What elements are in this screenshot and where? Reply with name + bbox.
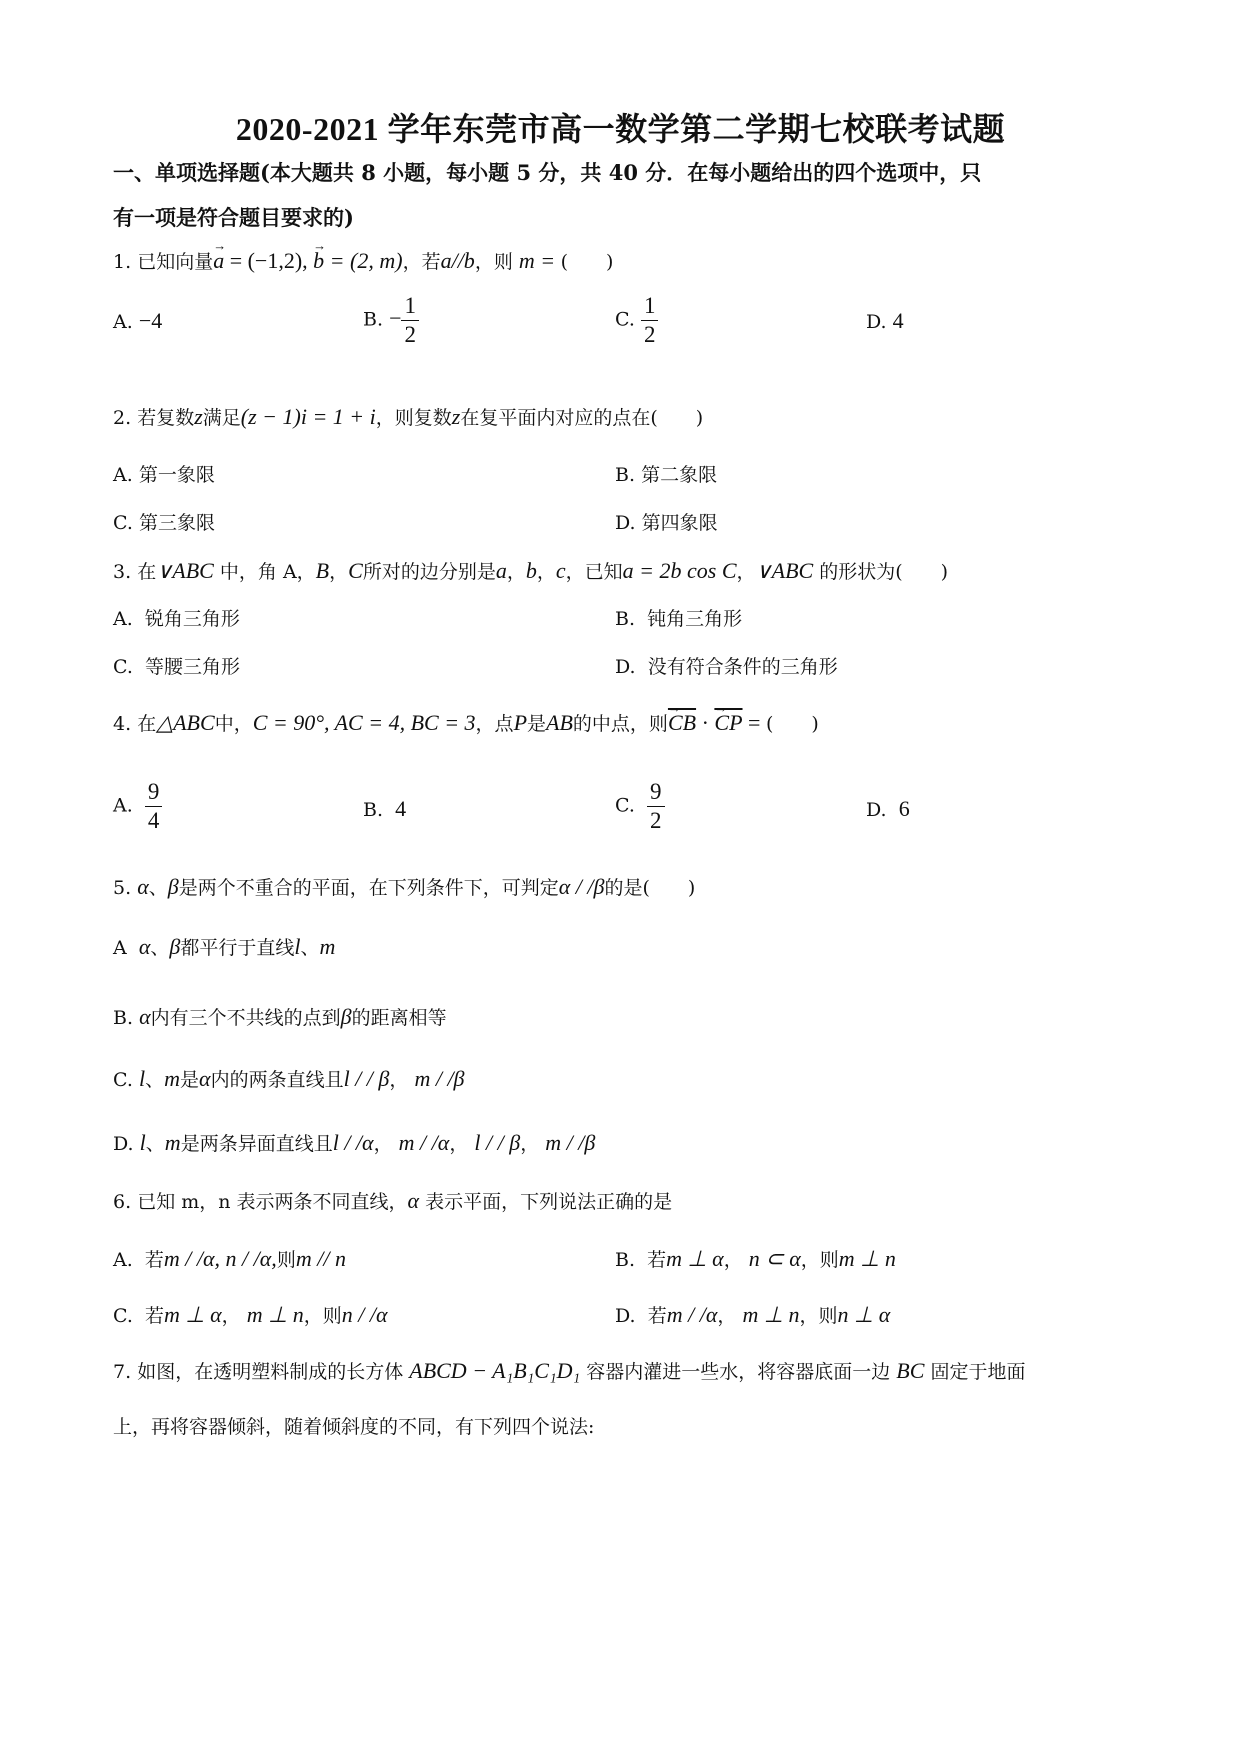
question-1: 1. 已知向量→ a = (−1,2), → b = (2, m)，若a//b，则 m = ( ): [113, 248, 613, 275]
q5-option-b: B. α内有三个不共线的点到β的距离相等: [113, 1004, 447, 1029]
question-4: 4. 在△ABC中，C = 90°, AC = 4, BC = 3，点P是AB的中点，则→ $\overline{CB}$ · → $\overline{CP}$ = ( ): [113, 710, 819, 737]
q5-option-d: D. l、m是两条异面直线且l / /α， m / /α， l / / β， m / /β: [113, 1130, 596, 1155]
q3-option-b: B. 钝角三角形: [615, 608, 743, 630]
question-7: 7. 如图，在透明塑料制成的长方体 ABCD − A₁B₁C₁D₁ 容器内灌进一些水，将容器底面一边 BC 固定于地面: [113, 1358, 1026, 1383]
q2-option-c: C. 第三象限: [113, 512, 215, 534]
section-heading-line1: 一、单项选择题(本大题共 8 小题，每小题 5 分，共 40 分．在每小题给出的四个选项中，只: [113, 160, 982, 185]
q3-option-c: C. 等腰三角形: [113, 656, 241, 678]
q5-option-c: C. l、m是α内的两条直线且l / / β， m / /β: [113, 1066, 465, 1091]
q2-option-d: D. 第四象限: [615, 512, 718, 534]
section-heading-line2: 有一项是符合题目要求的): [113, 205, 354, 230]
q6-option-d: D. 若m / /α， m ⊥ n，则n ⊥ α: [615, 1302, 891, 1327]
q3-option-a: A. 锐角三角形: [113, 608, 240, 630]
question-7-line2: 上，再将容器倾斜，随着倾斜度的不同，有下列四个说法:: [113, 1416, 595, 1438]
q4-option-d: D. 6: [866, 796, 910, 821]
q4-option-b: B. 4: [363, 796, 407, 821]
q1-option-b: B. − $\frac{1}{2}$: [363, 292, 419, 349]
q4-option-a: A. $\frac{9}{4}$: [113, 778, 162, 835]
question-3: 3. 在∨ABC 中，角 A，B，C所对的边分别是a，b，c，已知a = 2b cos C，∨ABC 的形状为( ): [113, 558, 949, 583]
q6-option-c: C. 若m ⊥ α， m ⊥ n，则n / /α: [113, 1302, 388, 1327]
q2-option-b: B. 第二象限: [615, 464, 718, 486]
q6-option-b: B. 若m ⊥ α， n ⊂ α，则m ⊥ n: [615, 1246, 896, 1271]
q5-option-a: A α、β都平行于直线l、m: [113, 934, 336, 959]
q3-option-d: D. 没有符合条件的三角形: [615, 656, 838, 678]
exam-title: 2020-2021 学年东莞市高一数学第二学期七校联考试题: [235, 111, 1006, 147]
question-2: 2. 若复数z满足(z − 1)i = 1 + i，则复数z在复平面内对应的点在( ): [113, 404, 704, 429]
q2-option-a: A. 第一象限: [113, 464, 215, 486]
q6-option-a: A. 若m / /α, n / /α,则m // n: [113, 1246, 346, 1271]
q4-option-c: C. $\frac{9}{2}$: [615, 778, 665, 835]
q1-option-c: C. $\frac{1}{2}$: [615, 292, 658, 349]
section-heading: [113, 160, 1133, 231]
question-6: 6. 已知 m，n 表示两条不同直线，α 表示平面，下列说法正确的是: [113, 1188, 673, 1213]
question-5: 5. α、β是两个不重合的平面，在下列条件下，可判定α / /β的是( ): [113, 874, 696, 899]
q1-option-a: A. −4: [113, 308, 163, 333]
q1-option-d: D. 4: [866, 308, 904, 333]
